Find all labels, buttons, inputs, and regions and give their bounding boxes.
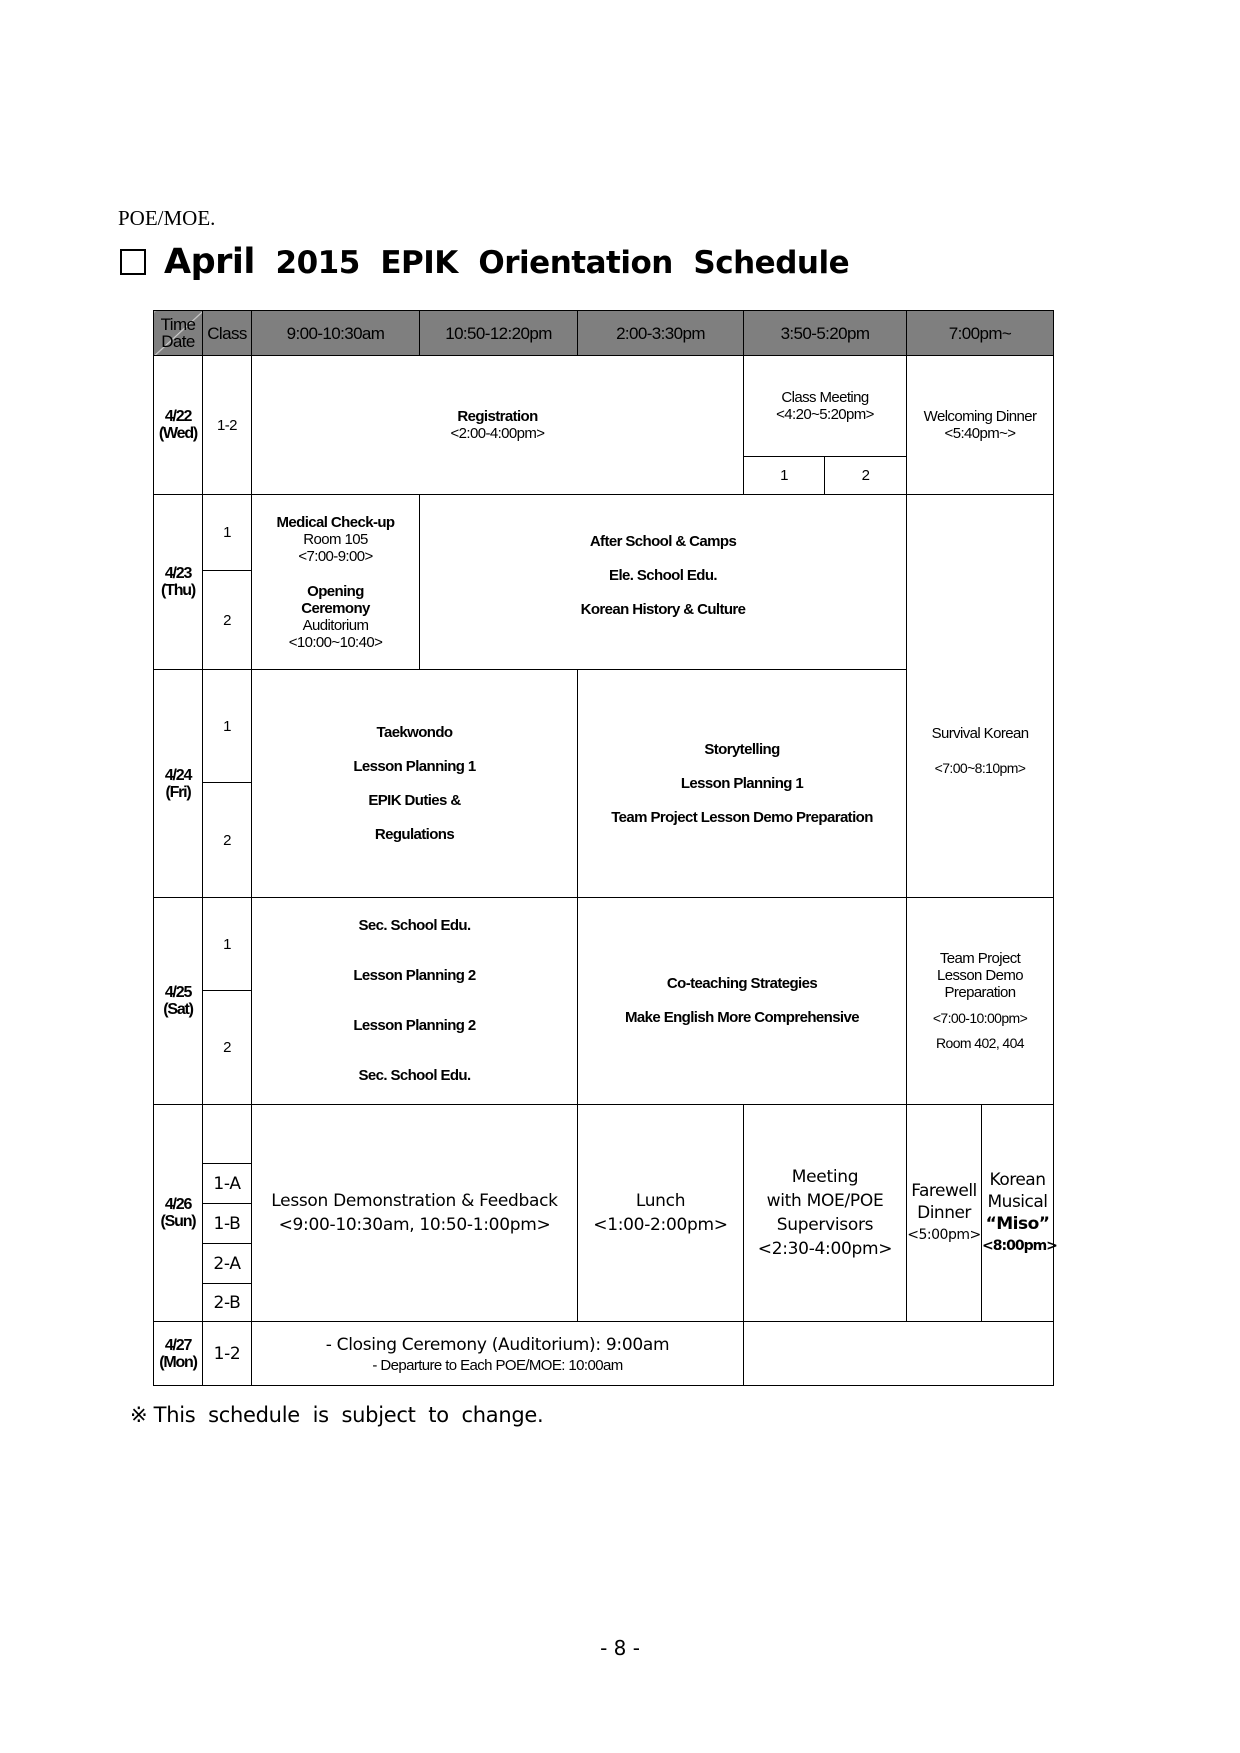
slot-header: 7:00pm~ (907, 311, 1054, 356)
footnote: ※ This schedule is subject to change. (130, 1403, 544, 1427)
closing-ceremony-cell: - Closing Ceremony (Auditorium): 9:00am - Departure to Each POE/MOE: 10:00am (252, 1322, 744, 1386)
class-header: Class (203, 311, 252, 356)
farewell-dinner-cell: Farewell Dinner <5:00pm> (907, 1105, 982, 1322)
class-cell: 2 (203, 783, 252, 898)
slot-header: 9:00-10:30am (252, 311, 420, 356)
class-cell: 2 (203, 991, 252, 1105)
welcoming-dinner-cell: Welcoming Dinner <5:40pm~> (907, 356, 1054, 495)
sat-afternoon-cell: Co-teaching Strategies Make English More Comprehensive (578, 898, 907, 1105)
class-cell: 1 (203, 898, 252, 991)
slot-header: 3:50-5:20pm (744, 311, 907, 356)
lunch-cell: Lunch <1:00-2:00pm> (578, 1105, 744, 1322)
group-cell: 1 (744, 457, 825, 495)
team-project-cell: Team Project Lesson Demo Preparation <7:00-10:00pm> Room 402, 404 (907, 898, 1054, 1105)
class-cell-empty (203, 1105, 252, 1164)
slot-header: 2:00-3:30pm (578, 311, 744, 356)
slot-header: 10:50-12:20pm (420, 311, 578, 356)
class-cell: 2 (203, 571, 252, 670)
class-meeting-cell: Class Meeting <4:20~5:20pm> (744, 356, 907, 457)
empty-cell (744, 1322, 1054, 1386)
date-cell: 4/22 (Wed) (154, 356, 203, 495)
date-cell: 4/26 (Sun) (154, 1105, 203, 1322)
korean-musical-cell: Korean Musical “Miso” <8:00pm> (982, 1105, 1054, 1322)
date-cell: 4/25 (Sat) (154, 898, 203, 1105)
page-number: - 8 - (600, 1636, 640, 1660)
checkbox-square-icon (120, 249, 146, 275)
date-cell: 4/27 (Mon) (154, 1322, 203, 1386)
class-cell: 2-B (203, 1284, 252, 1322)
fri-morning-cell: Taekwondo Lesson Planning 1 EPIK Duties & Regulations (252, 670, 578, 898)
class-cell: 1 (203, 495, 252, 571)
date-cell: 4/24 (Fri) (154, 670, 203, 898)
class-cell: 1-B (203, 1204, 252, 1244)
page-title: April 2015 EPIK Orientation Schedule (120, 242, 849, 282)
sat-morning-cell: Sec. School Edu. Lesson Planning 2 Lesson Planning 2 Sec. School Edu. (252, 898, 578, 1105)
supervisor-meeting-cell: Meeting with MOE/POE Supervisors <2:30-4:00pm> (744, 1105, 907, 1322)
class-cell: 1-2 (203, 1322, 252, 1386)
class-cell: 1-A (203, 1164, 252, 1204)
registration-cell: Registration <2:00-4:00pm> (252, 356, 744, 495)
thu-sessions-cell: After School & Camps Ele. School Edu. Korean History & Culture (420, 495, 907, 670)
survival-korean-cell: Survival Korean <7:00~8:10pm> (907, 495, 1054, 898)
medical-opening-cell: Medical Check-up Room 105 <7:00-9:00> Opening Ceremony Auditorium <10:00~10:40> (252, 495, 420, 670)
group-cell: 2 (825, 457, 907, 495)
class-cell: 1-2 (203, 356, 252, 495)
fri-afternoon-cell: Storytelling Lesson Planning 1 Team Project Lesson Demo Preparation (578, 670, 907, 898)
schedule-table (153, 310, 1057, 1386)
time-date-header: Time Date (154, 311, 203, 356)
class-cell: 2-A (203, 1244, 252, 1284)
class-cell: 1 (203, 670, 252, 783)
lesson-demo-cell: Lesson Demonstration & Feedback <9:00-10:30am, 10:50-1:00pm> (252, 1105, 578, 1322)
header-note: POE/MOE. (118, 206, 216, 230)
date-cell: 4/23 (Thu) (154, 495, 203, 670)
